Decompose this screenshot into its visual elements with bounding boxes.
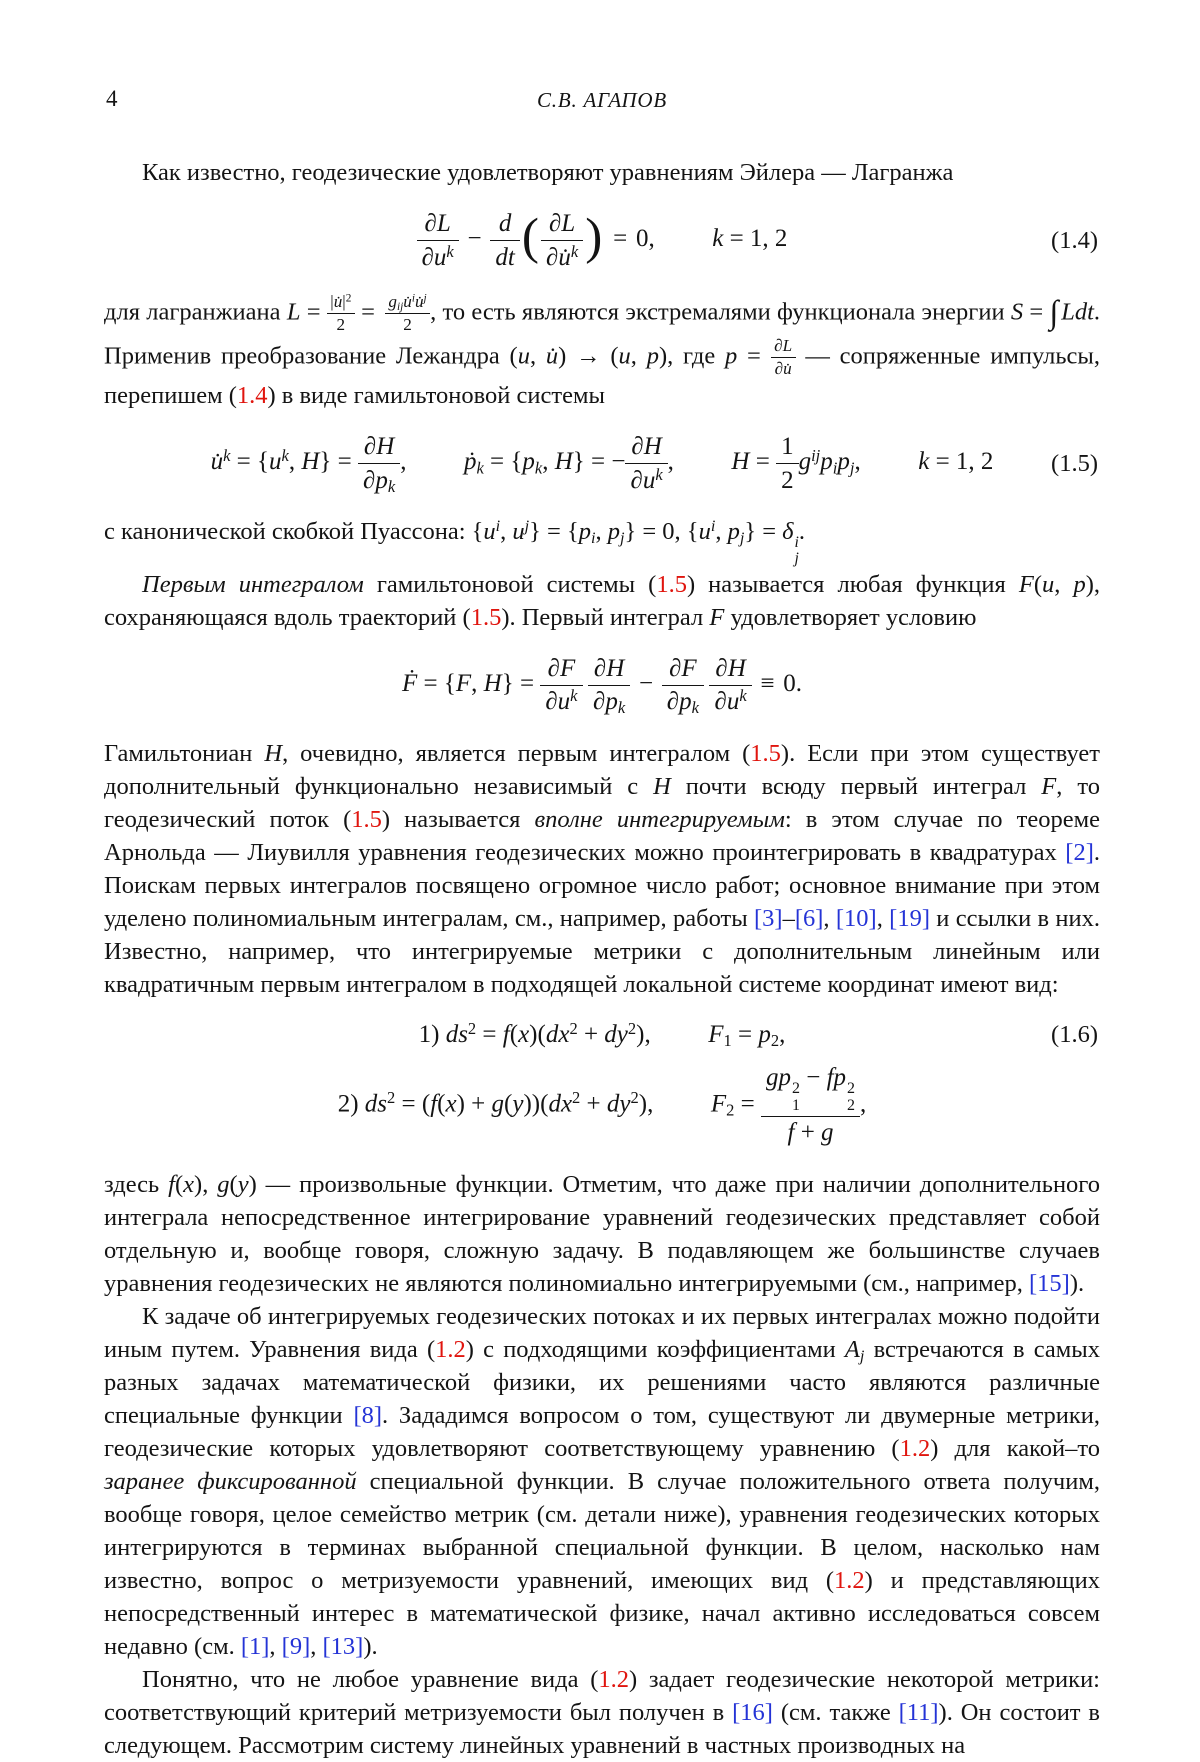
para-hamiltonian-integrable: Гамильтониан H, очевидно, является первым интегралом (1.5). Если при этом существует дополнительный функционально независимый с H почти всюду первый интеграл F, то геодезический поток (1.5) называется вполне интегрируемым: в этом случае по теореме Арнольда — Лиувилля уравнения геодезических можно проинтегрировать в квадратурах [2]. Поискам первых интегралов посвящено огромное число работ; основное внимание при этом уделено полиномиальным интегралам, см., например, работы [3]–[6], [10], [19] и ссылки в них. Известно, например, что интегрируемые метрики с дополнительным линейным или квадратичным первым интегралом в подходящей локальной системе координат имеют вид: bbox=[104, 739, 1101, 998]
equation-body: Ḟ = {F, H} = $\frac{\partial F}{\partial u^k}$ $\frac{\partial H}{\partial p_k}$ − $\frac{\partial F}{\partial p_k}$ $\frac{\partial H}{\partial u^k}$ ≡ 0. bbox=[401, 654, 803, 718]
cite-11[interactable]: [11] bbox=[898, 1698, 939, 1726]
eqref-1-4[interactable]: 1.4 bbox=[236, 382, 268, 409]
cite-16[interactable]: [16] bbox=[732, 1698, 773, 1726]
cite-10[interactable]: [10] bbox=[835, 904, 877, 932]
cite-9[interactable]: [9] bbox=[281, 1632, 311, 1660]
eqref-1-2[interactable]: 1.2 bbox=[598, 1665, 629, 1693]
page-content bbox=[104, 156, 1100, 1762]
cite-15[interactable]: [15] bbox=[1029, 1269, 1070, 1297]
para-lagrangian: для лагранжиана L = $\frac{|u̇|^2}{2}$ = $g_{ij}u̇^iu̇^j$ 2 , то есть являются экстремалями функционала энергии S = ∫ Ldt. Применив преобразование Лежандра (u, u̇) → (u, p), где p = $\frac{\partial L}{\partial u̇}$ — сопряженные импульсы, перепишем (1.4) в виде гамильтоновой системы bbox=[104, 292, 1101, 409]
running-title: С.В. АГАПОВ bbox=[536, 88, 668, 112]
equation-1-6 bbox=[104, 1018, 1100, 1148]
para-poisson-bracket: с канонической скобкой Пуассона: {$u^i$, $u^j\} = \{p_i$, $p_j\} = 0$, {$u^i$, $p_j\} = \delta$ i j . bbox=[104, 517, 806, 568]
equation-tag: (1.4) bbox=[1051, 226, 1098, 254]
cite-13[interactable]: [13] bbox=[322, 1632, 364, 1660]
eqref-1-2[interactable]: 1.2 bbox=[899, 1434, 931, 1462]
equation-body: $\frac{\partial L}{\partial u^k}$ − $\frac{d}{dt}$ ( $\frac{\partial L}{\partial u̇^k}$ ) = 0, k = 1, 2 bbox=[417, 209, 788, 272]
equation-body: u̇$^k$ = {$u^k$, H} = $\frac{\partial H}{\partial p_k}$ , ṗ$_k$ = {$p_k$, H} = − $\frac{\partial H}{\partial u^k}$ , H = $\frac{1}{2}$ $g^{ij}p_ip_j$, k = 1, 2 bbox=[210, 433, 994, 496]
para-first-integral-def: Первым интегралом гамильтоновой системы (1.5) называется любая функция F(u, p), сохраняющаяся вдоль траекторий (1.5). Первый интеграл F удовлетворяет условию bbox=[104, 570, 1101, 631]
running-head bbox=[104, 86, 1100, 116]
eqref-1-2[interactable]: 1.2 bbox=[435, 1335, 466, 1363]
equation-tag: (1.5) bbox=[1051, 449, 1098, 477]
equation-1-5 bbox=[104, 432, 1100, 495]
para-alternative-approach: К задаче об интегрируемых геодезических потоках и их первых интегралах можно подойти иным путем. Уравнения вида (1.2) с подходящими коэффициентами $A_j$ встречаются в самых разных задачах математической физики, их решениями часто являются различные специальные функции [8]. Зададимся вопросом о том, существуют ли двумерные метрики, геодезические которых удовлетворяют соответствующему уравнению (1.2) для какой–то заранее фиксированной специальной функции. В случае положительного ответа получим, вообще говоря, целое семейство метрик (см. детали ниже), уравнения геодезических которых интегрируются в терминах выбранной специальной функции. В целом, насколько нам известно, вопрос о метризуемости уравнений, имеющих вид (1.2) и представляющих непосредственный интерес в математической физике, начал активно исследоваться совсем недавно (см. [1], [9], [13]). bbox=[104, 1302, 1101, 1660]
eqref-1-5[interactable]: 1.5 bbox=[470, 603, 502, 631]
cite-8[interactable]: [8] bbox=[353, 1401, 383, 1429]
page-sheet bbox=[104, 86, 1100, 1762]
eqref-1-5[interactable]: 1.5 bbox=[351, 805, 382, 833]
equation-line bbox=[104, 1063, 1100, 1148]
cite-6[interactable]: [6] bbox=[794, 904, 824, 932]
eqref-1-5[interactable]: 1.5 bbox=[656, 570, 687, 598]
equation-line bbox=[104, 1018, 1100, 1050]
cite-3[interactable]: [3] bbox=[754, 904, 783, 932]
equation-1-4 bbox=[104, 209, 1100, 272]
equation-tag: (1.6) bbox=[1051, 1020, 1098, 1048]
equation-body: 1) $ds^2 = f(x)(dx^2 + dy^2)$, $F_1 = p_2$, bbox=[418, 1018, 786, 1050]
para-arbitrary-functions: здесь f(x), g(y) — произвольные функции. Отметим, что даже при наличии дополнительного интеграла непосредственное интегрирование уравнений геодезических представляет собой отдельную и, вообще говоря, сложную задачу. В подавляющем же большинстве случаев уравнения геодезических не являются полиномиально интегрируемыми (см., например, [15]). bbox=[104, 1170, 1100, 1297]
cite-2[interactable]: [2] bbox=[1065, 838, 1094, 866]
equation-body: 2) $ds^2 = (f(x) + g(y))(dx^2 + dy^2)$, $F_2$ = gp 2 1 − fp 2 2 f + g , bbox=[337, 1063, 867, 1147]
para-euler-lagrange-intro: Как известно, геодезические удовлетворяют уравнениям Эйлера — Лагранжа bbox=[142, 159, 954, 186]
page-number: 4 bbox=[106, 86, 118, 111]
equation-first-integral-condition bbox=[104, 654, 1100, 717]
eqref-1-5[interactable]: 1.5 bbox=[750, 739, 781, 767]
para-metrizability-criterion: Понятно, что не любое уравнение вида (1.2) задает геодезические некоторой метрики: соответствующий критерий метризуемости был получен в [16] (см. также [11]). Он состоит в следующем. Рассмотрим систему линейных уравнений в частных производных на bbox=[104, 1665, 1100, 1759]
cite-19[interactable]: [19] bbox=[889, 904, 930, 932]
eqref-1-2[interactable]: 1.2 bbox=[834, 1566, 865, 1594]
cite-1[interactable]: [1] bbox=[240, 1632, 270, 1660]
